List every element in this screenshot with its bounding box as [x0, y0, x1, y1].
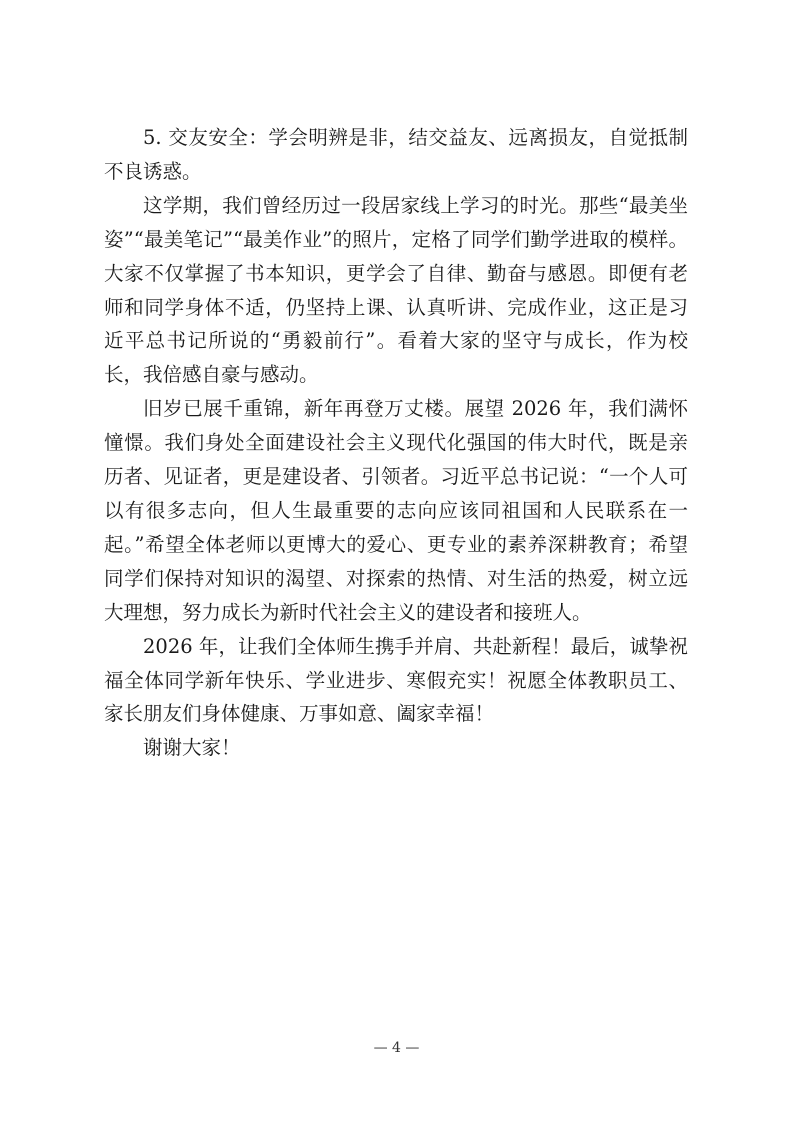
paragraph-new-year-wishes: 2026 年，让我们全体师生携手并肩、共赴新程！最后，诚挚祝福全体同学新年快乐、学业进步、寒假充实！祝愿全体教职员工、家长朋友们身体健康、万事如意、阖家幸福！ [104, 634, 688, 726]
page-number: — 4 — [373, 1040, 420, 1056]
paragraph-thanks: 谢谢大家！ [143, 736, 241, 760]
paragraph-online-learning: 这学期，我们曾经历过一段居家线上学习的时光。那些“最美坐姿”“最美笔记”“最美作业”的照片，定格了同学们勤学进取的模样。大家不仅掌握了书本知识，更学会了自律、勤奋与感恩。即便有老师和同学身体不适，仍坚持上课、认真听讲、完成作业，这正是习近平总书记所说的“勇毅前行”。看着大家的坚守与成长，作为校长，我倍感自豪与感动。 [104, 193, 688, 387]
paragraph-friendship-safety: 5. 交友安全：学会明辨是非，结交益友、远离损友，自觉抵制不良诱惑。 [104, 126, 688, 183]
document-body [104, 121, 688, 765]
paragraph-new-year-outlook: 旧岁已展千重锦，新年再登万丈楼。展望 2026 年，我们满怀憧憬。我们身处全面建设社会主义现代化强国的伟大时代，既是亲历者、见证者，更是建设者、引领者。习近平总书记说：“一个人可以有很多志向，但人生最重要的志向应该同祖国和人民联系在一起。”希望全体老师以更博大的爱心、更专业的素养深耕教育；希望同学们保持对知识的渴望、对探索的热情、对生活的热爱，树立远大理想，努力成长为新时代社会主义的建设者和接班人。 [104, 397, 688, 624]
